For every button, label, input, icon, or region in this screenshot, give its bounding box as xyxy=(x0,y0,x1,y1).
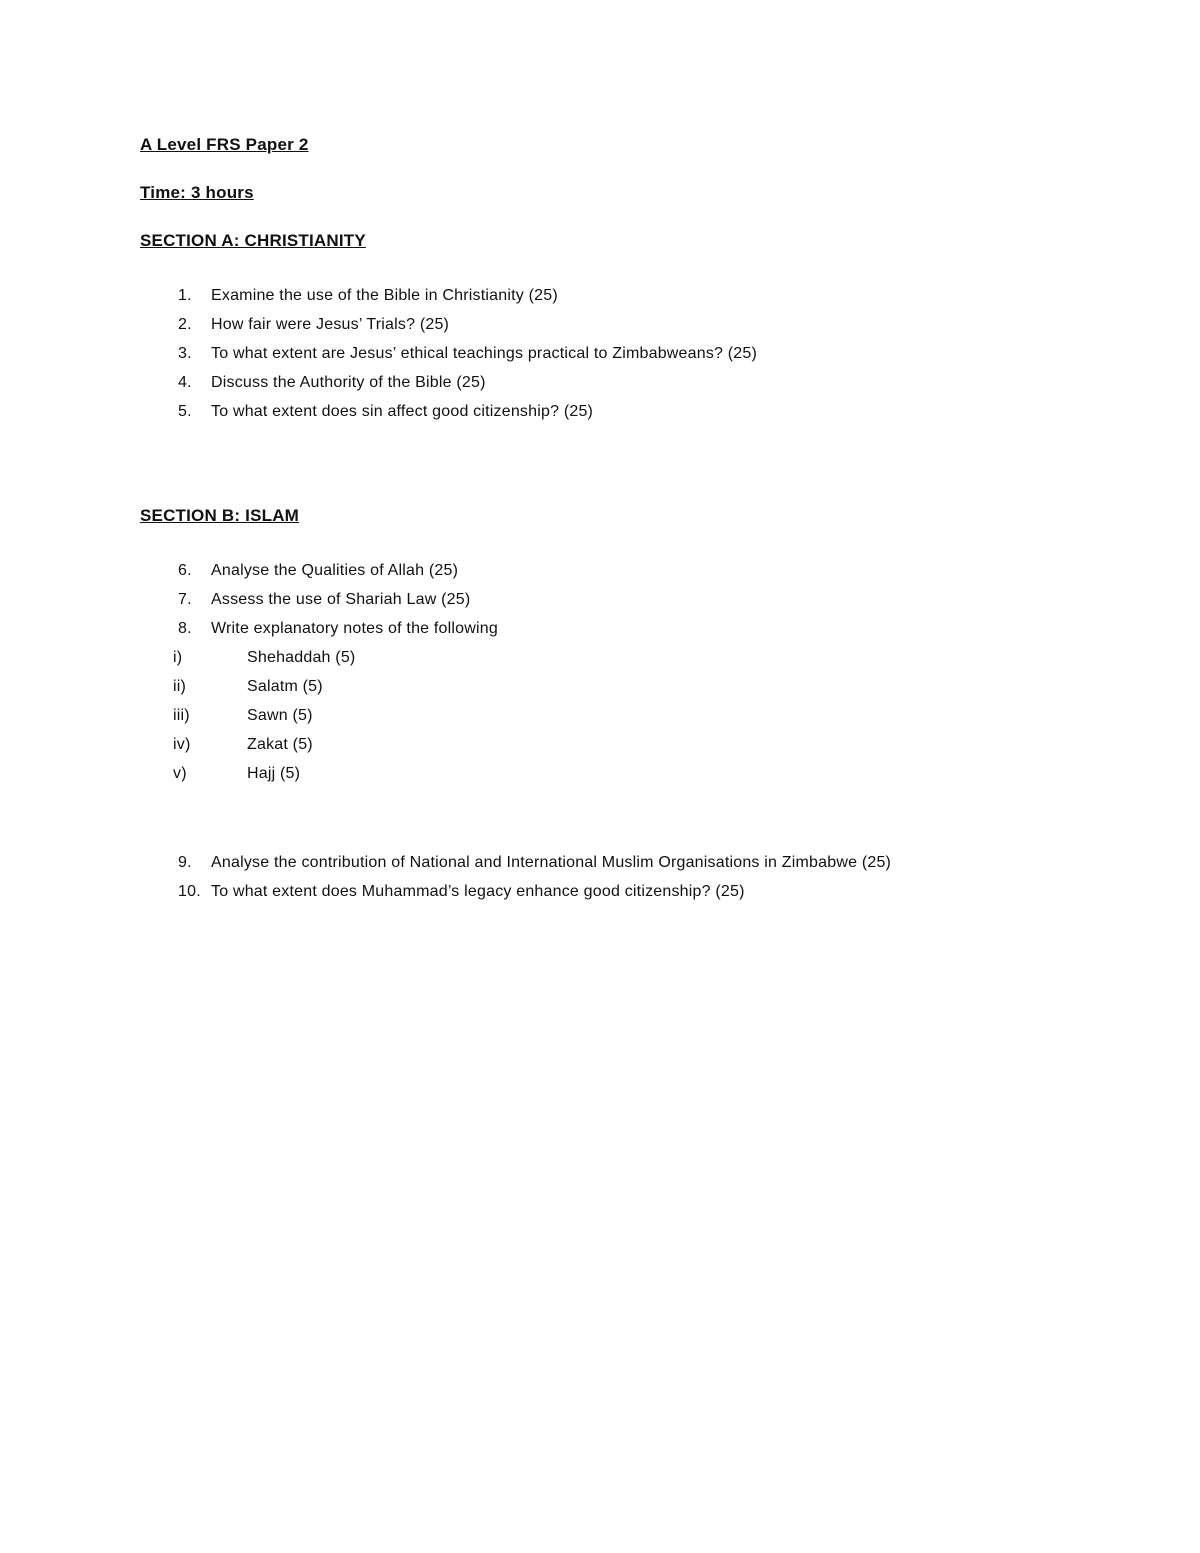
question-3 xyxy=(178,339,1080,368)
subitem-i xyxy=(173,643,1080,672)
question-10-text: To what extent does Muhammad’s legacy enhance good citizenship? (25) xyxy=(211,883,745,900)
question-1-text: Examine the use of the Bible in Christianity (25) xyxy=(211,287,558,304)
question-2-number: 2. xyxy=(178,316,192,333)
section-b-question-list xyxy=(178,556,1080,643)
question-9-number: 9. xyxy=(178,854,192,871)
question-1 xyxy=(178,281,1080,310)
subitem-i-number: i) xyxy=(173,649,183,666)
question-7-text: Assess the use of Shariah Law (25) xyxy=(211,591,471,608)
question-4 xyxy=(178,368,1080,397)
question-6-text: Analyse the Qualities of Allah (25) xyxy=(211,562,459,579)
subitem-v-text: Hajj (5) xyxy=(247,765,301,782)
subitem-iii-text: Sawn (5) xyxy=(247,707,313,724)
question-10-number: 10. xyxy=(178,883,201,900)
subitem-iii-number: iii) xyxy=(173,707,190,724)
question-2 xyxy=(178,310,1080,339)
question-8 xyxy=(178,614,1080,643)
section-a-heading: SECTION A: CHRISTIANITY xyxy=(140,231,366,250)
section-spacer xyxy=(140,426,1080,506)
section-b-heading: SECTION B: ISLAM xyxy=(140,506,300,525)
question-8-subitems xyxy=(140,643,1080,788)
question-6-number: 6. xyxy=(178,562,192,579)
question-5-number: 5. xyxy=(178,403,192,420)
question-3-text: To what extent are Jesus’ ethical teachings practical to Zimbabweans? (25) xyxy=(211,345,758,362)
question-9 xyxy=(178,848,1080,877)
document-title: A Level FRS Paper 2 xyxy=(140,135,309,154)
question-4-number: 4. xyxy=(178,374,192,391)
section-a-question-list xyxy=(178,281,1080,426)
subitem-ii xyxy=(173,672,1080,701)
subitem-v xyxy=(173,759,1080,788)
subitem-iii xyxy=(173,701,1080,730)
time-allocation: Time: 3 hours xyxy=(140,183,254,202)
question-9-text: Analyse the contribution of National and International Muslim Organisations in Zimbabwe (25) xyxy=(211,854,892,871)
question-10 xyxy=(178,877,1080,906)
subitem-iv xyxy=(173,730,1080,759)
question-spacer xyxy=(140,788,1080,848)
subitem-iv-text: Zakat (5) xyxy=(247,736,313,753)
question-5 xyxy=(178,397,1080,426)
subitem-v-number: v) xyxy=(173,765,187,782)
question-8-number: 8. xyxy=(178,620,192,637)
subitem-ii-number: ii) xyxy=(173,678,187,695)
section-b-question-list-continued xyxy=(178,848,1080,906)
question-1-number: 1. xyxy=(178,287,192,304)
question-8-text: Write explanatory notes of the following xyxy=(211,620,498,637)
question-4-text: Discuss the Authority of the Bible (25) xyxy=(211,374,486,391)
question-7-number: 7. xyxy=(178,591,192,608)
section-a xyxy=(140,231,1080,426)
question-5-text: To what extent does sin affect good citizenship? (25) xyxy=(211,403,594,420)
subitem-iv-number: iv) xyxy=(173,736,191,753)
subitem-ii-text: Salatm (5) xyxy=(247,678,323,695)
section-b xyxy=(140,506,1080,906)
question-7 xyxy=(178,585,1080,614)
subitem-i-text: Shehaddah (5) xyxy=(247,649,356,666)
question-6 xyxy=(178,556,1080,585)
question-2-text: How fair were Jesus’ Trials? (25) xyxy=(211,316,450,333)
question-3-number: 3. xyxy=(178,345,192,362)
